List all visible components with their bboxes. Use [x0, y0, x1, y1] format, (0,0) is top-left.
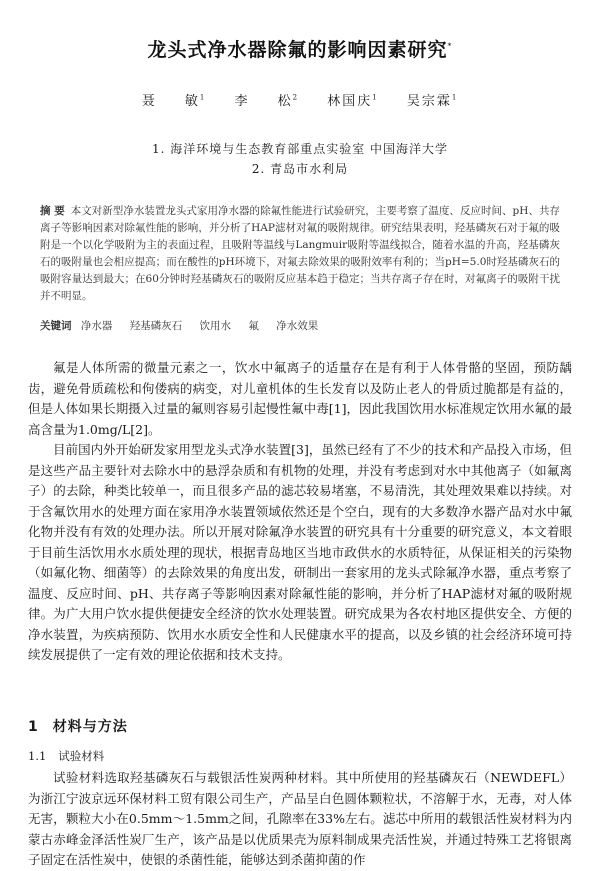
title-footnote-mark: * — [447, 41, 453, 51]
keyword: 饮用水 — [199, 320, 232, 332]
abstract-label: 摘 要 — [40, 205, 65, 217]
subsection-number: 1.1 — [28, 749, 47, 763]
section-number: 1 — [28, 719, 39, 735]
affiliation-1: 1. 海洋环境与生态教育部重点实验室 中国海洋大学 — [151, 142, 449, 156]
keywords — [40, 318, 560, 335]
keyword: 净水器 — [80, 320, 113, 332]
keyword: 氟 — [248, 320, 259, 332]
affiliation-2: 2. 青岛市水利局 — [251, 162, 349, 176]
subsection-title: 试验材料 — [58, 749, 105, 763]
keywords-label: 关键词 — [40, 320, 72, 332]
author: 林国庆$^1$ — [327, 93, 379, 109]
intro-paragraph-1: 氟是人体所需的微量元素之一，饮水中氟离子的适量存在是有利于人体骨骼的坚固，预防龋齿，避免骨质疏松和佝偻病的病变，对儿童机体的生长发育以及防止老人的骨质过脆都是有益的，但是人体如果长期摄入过量的氟则容易引起慢性氟中毒[1]，因此我国饮用水标准规定饮用水氟的最高含量为1.0mg/L[2]。 — [28, 360, 572, 437]
author: 聂 敏$^1$ — [141, 93, 207, 109]
author: 吴宗霖$^1$ — [406, 93, 459, 109]
title-text: 龙头式净水器除氟的影响因素研究 — [147, 39, 448, 61]
abstract — [40, 203, 560, 305]
author: 李 松$^2$ — [234, 93, 300, 109]
section-title: 材料与方法 — [52, 719, 128, 735]
intro-paragraph-2: 目前国内外开始研发家用型龙头式净水装置[3]，虽然已经有了不少的技术和产品投入市场，但是这些产品主要针对去除水中的悬浮杂质和有机物的处理，并没有考虑到对水中其他离子（如氟离子）的去除，种类比较单一，而且很多产品的滤芯较易堵塞，不易清洗，其处理效果难以持续。对于含氟饮用水的处理方面在家用净水装置领域依然还是个空白，现有的大多数净水器产品对水中氟化物并没有有效的处理办法。所以开展对除氟净水装置的研究具有十分重要的研究意义，本文着眼于目前生活饮用水水质处理的现状，根据青岛地区当地市政供水的水质特征，从保证相关的污染物（如氟化物、细菌等）的去除效果的角度出发，研制出一套家用的龙头式除氟净水器，重点考察了温度、反应时间、pH、共存离子等影响因素对除氟性能的影响，并分析了HAP滤材对氟的吸附规律。为广大用户饮水提供便捷安全经济的饮水处理装置。研究成果为各农村地区提供安全、方便的净水装置，为疾病预防、饮用水水质安全性和人民健康水平的提高，以及乡镇的社会经济环境可持续发展提供了一定有效的理论依据和技术支持。 — [28, 442, 572, 662]
abstract-text: 本文对新型净水装置龙头式家用净水器的除氟性能进行试验研究，主要考察了温度、反应时间、pH、共存离子等影响因素对除氟性能的影响，并分析了HAP滤材对氟的吸附规律。研究结果表明，羟基磷灰石对于氟的吸附是一个以化学吸附为主的表面过程，且吸附等温线与Langmuir吸附等温线拟合，随着水温的升高，羟基磷灰石的吸附量也会相应提高；而在酸性的pH环境下，对氟去除效果的吸附效率有利的；当pH=5.0时羟基磷灰石的吸附容量达到最大；在60分钟时羟基磷灰石的吸附反应基本趋于稳定；当共存离子存在时，对氟离子的吸附干扰并不明显。 — [40, 205, 560, 302]
author-list — [0, 90, 600, 109]
paper-title — [0, 35, 600, 62]
materials-paragraph: 试验材料选取羟基磷灰石与载银活性炭两种材料。其中所使用的羟基磷灰石（NEWDEFL）为浙江宁波京远环保材料工贸有限公司生产，产品呈白色圆体颗粒状，不溶解于水，无毒，对人体无害，颗粒大小在0.5mm～1.5mm之间，孔隙率在33%左右。滤芯中所用的载银活性炭材料为内蒙古赤峰金泽活性炭厂生产，该产品是以优质果壳为原料制成果壳活性炭，并通过特殊工艺将银离子固定在活性炭中，使银的杀菌性能，能够达到杀菌抑菌的作 — [28, 770, 572, 867]
section-heading — [28, 716, 128, 736]
keyword: 羟基磷灰石 — [129, 320, 183, 332]
keyword: 净水效果 — [276, 320, 319, 332]
subsection-heading — [28, 748, 104, 764]
